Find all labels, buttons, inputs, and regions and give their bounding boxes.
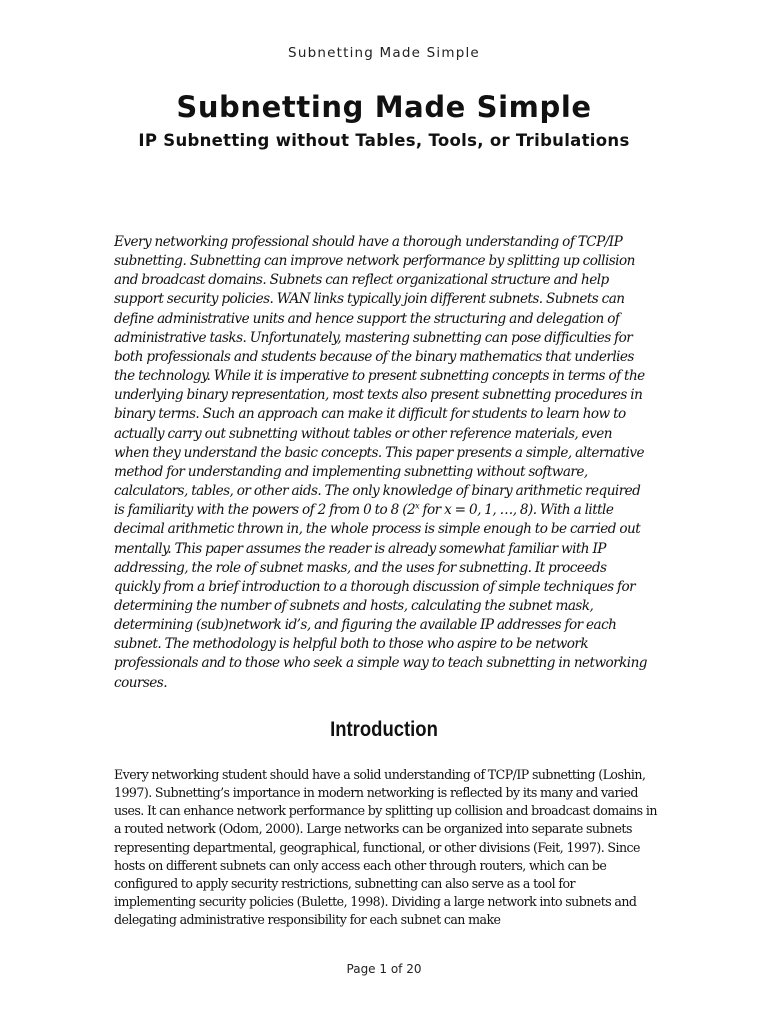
abstract-exponent: x (415, 501, 420, 511)
page-number-footer: Page 1 of 20 (346, 962, 422, 976)
abstract-text-part-1: Every networking professional should have a thorough understanding of TCP/IP subnetting. Subnetting can improve network performance by splitting up collision and broadcast domains. Subnets can reflect organizational structure and help support security policies. WAN links typically join different subnets. Subnets can define administrative units and hence support the structuring and delegation of administrative tasks. Unfortunately, mastering subnetting can pose difficulties for both professionals and students because of the binary mathematics that underlies the technology. While it is imperative to present subnetting concepts in terms of the underlying binary representation, most texts also present subnetting procedures in binary terms. Such an approach can make it difficult for students to learn how to actually carry out subnetting without tables or other reference materials, even when they understand the basic concepts. This paper presents a simple, alternative method for understanding and implementing subnetting without software, calculators, tables, or other aids. The only knowledge of binary arithmetic required is familiarity with the powers of 2 from 0 to 8 (2 (114, 234, 645, 519)
introduction-paragraph: Every networking student should have a solid understanding of TCP/IP subnetting (Loshin, 1997). Subnetting’s importance in modern networking is reflected by its many and varied uses. It can enhance network performance by splitting up collision and broadcast domains in a routed network (Odom, 2000). Large networks can be organized into separate subnets representing departmental, geographical, functional, or other divisions (Feit, 1997). Since hosts on different subnets can only access each other through routers, which can be configured to apply security restrictions, subnetting can also serve as a tool for implementing security policies (Bulette, 1998). Dividing a large network into subnets and delegating administrative responsibility for each subnet can make (114, 767, 657, 928)
introduction-heading: Introduction (330, 718, 438, 741)
running-header: Subnetting Made Simple (288, 45, 480, 61)
abstract-text-part-2: for x = 0, 1, …, 8). With a little decimal arithmetic thrown in, the whole process is simple enough to be carried out mentally. This paper assumes the reader is already somewhat familiar with IP addressing, the role of subnet masks, and the uses for subnetting. It proceeds quickly from a brief introduction to a thorough discussion of simple techniques for determining the number of subnets and hosts, calculating the subnet mask, determining (sub)network id’s, and figuring the available IP addresses for each subnet. The methodology is helpful both to those who aspire to be network professionals and to those who seek a simple way to teach subnetting in networking courses. (114, 502, 647, 691)
abstract-paragraph (114, 233, 650, 693)
document-subtitle: IP Subnetting without Tables, Tools, or Tribulations (138, 131, 630, 150)
document-title: Subnetting Made Simple (176, 90, 592, 124)
